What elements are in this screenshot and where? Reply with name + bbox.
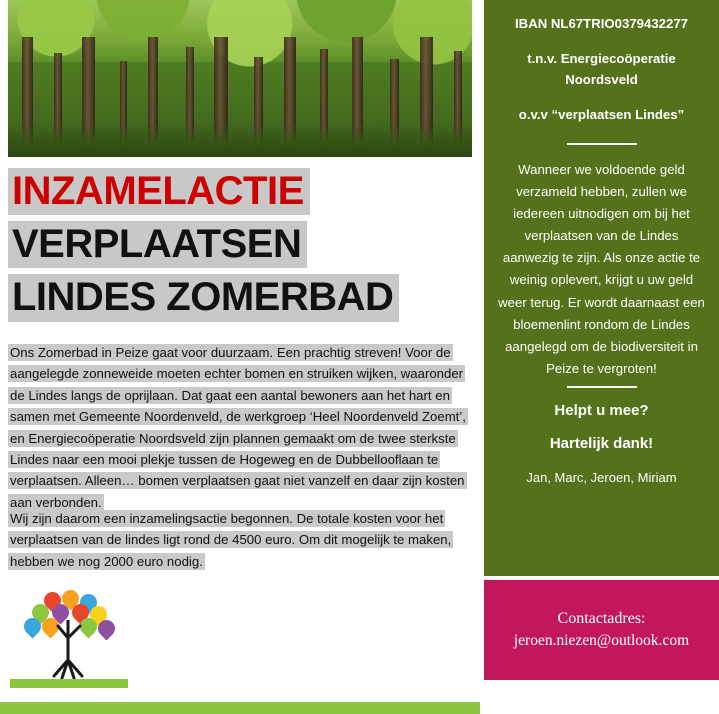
body-paragraph-1-text: Ons Zomerbad in Peize gaat voor duurzaam. Een prachtig streven! Voor de aangelegde zonneweide moeten echter bomen en struiken wijken, waaronder de Lindes langs de oprijlaan. Dat gaat een aantal bewoners aan het hart en samen met Gemeente Noordenveld, de werkgroep ‘Heel Noordenveld Zoemt’, en Energiecoöperatie Noordsveld zijn plannen gemaakt om de twee sterkste Lindes naar een mooi plekje tussen de Hogeweg en de Dubbellooflaan te verplaatsen. Alleen… bomen verplaatsen gaat niet vanzelf en daar zijn kosten aan verbonden. xyxy=(10,345,466,510)
right-column xyxy=(484,0,719,714)
tree-trunk-icon xyxy=(48,620,92,682)
account-name-line-2: Noordsveld xyxy=(565,72,638,88)
payment-reference: o.v.v “verplaatsen Lindes” xyxy=(518,107,685,123)
body-paragraph-1 xyxy=(8,342,470,513)
photo-undergrowth xyxy=(8,123,472,157)
contact-email[interactable]: jeroen.niezen@outlook.com xyxy=(513,632,690,650)
organisation-logo xyxy=(10,588,130,698)
iban-line: IBAN NL67TRIO0379432277 xyxy=(515,16,688,31)
poster-headline xyxy=(8,168,476,328)
contact-label: Contactadres: xyxy=(557,610,646,628)
divider-top xyxy=(567,143,637,145)
donation-panel xyxy=(484,0,719,576)
body-paragraph-2 xyxy=(8,508,470,572)
divider-bottom xyxy=(567,386,637,388)
cta-help-question: Helpt u mee? xyxy=(554,402,649,420)
headline-line-3: LINDES ZOMERBAD xyxy=(8,274,399,321)
cta-thanks: Hartelijk dank! xyxy=(549,435,654,453)
tree-logo-icon xyxy=(18,590,120,686)
body-paragraph-2-text: Wij zijn daarom een inzamelingsactie begonnen. De totale kosten voor het verplaatsen van de lindes ligt rond de 4500 euro. Om dit mogelijk te maken, hebben we nog 2000 euro nodig. xyxy=(10,511,452,569)
logo-green-bar xyxy=(10,679,128,688)
contact-panel xyxy=(484,580,719,680)
organiser-names: Jan, Marc, Jeroen, Miriam xyxy=(526,470,677,486)
bottom-green-stripe xyxy=(0,702,480,714)
headline-line-1: INZAMELACTIE xyxy=(8,168,310,215)
donation-message: Wanneer we voldoende geld verzameld hebben, zullen we iedereen uitnodigen om bij het verplaatsen van de Lindes aanwezig te zijn. Als onze actie te weinig oplevert, krijgt u uw geld weer terug. Er wordt daarnaast een bloemenlint rondom de Lindes aangelegd om de biodiversiteit in Peize te vergroten! xyxy=(498,161,705,377)
headline-line-2: VERPLAATSEN xyxy=(8,221,307,268)
account-name-line-1: t.n.v. Energiecoöperatie xyxy=(527,51,676,67)
logo-frame xyxy=(10,588,128,688)
forest-photo xyxy=(8,0,472,157)
